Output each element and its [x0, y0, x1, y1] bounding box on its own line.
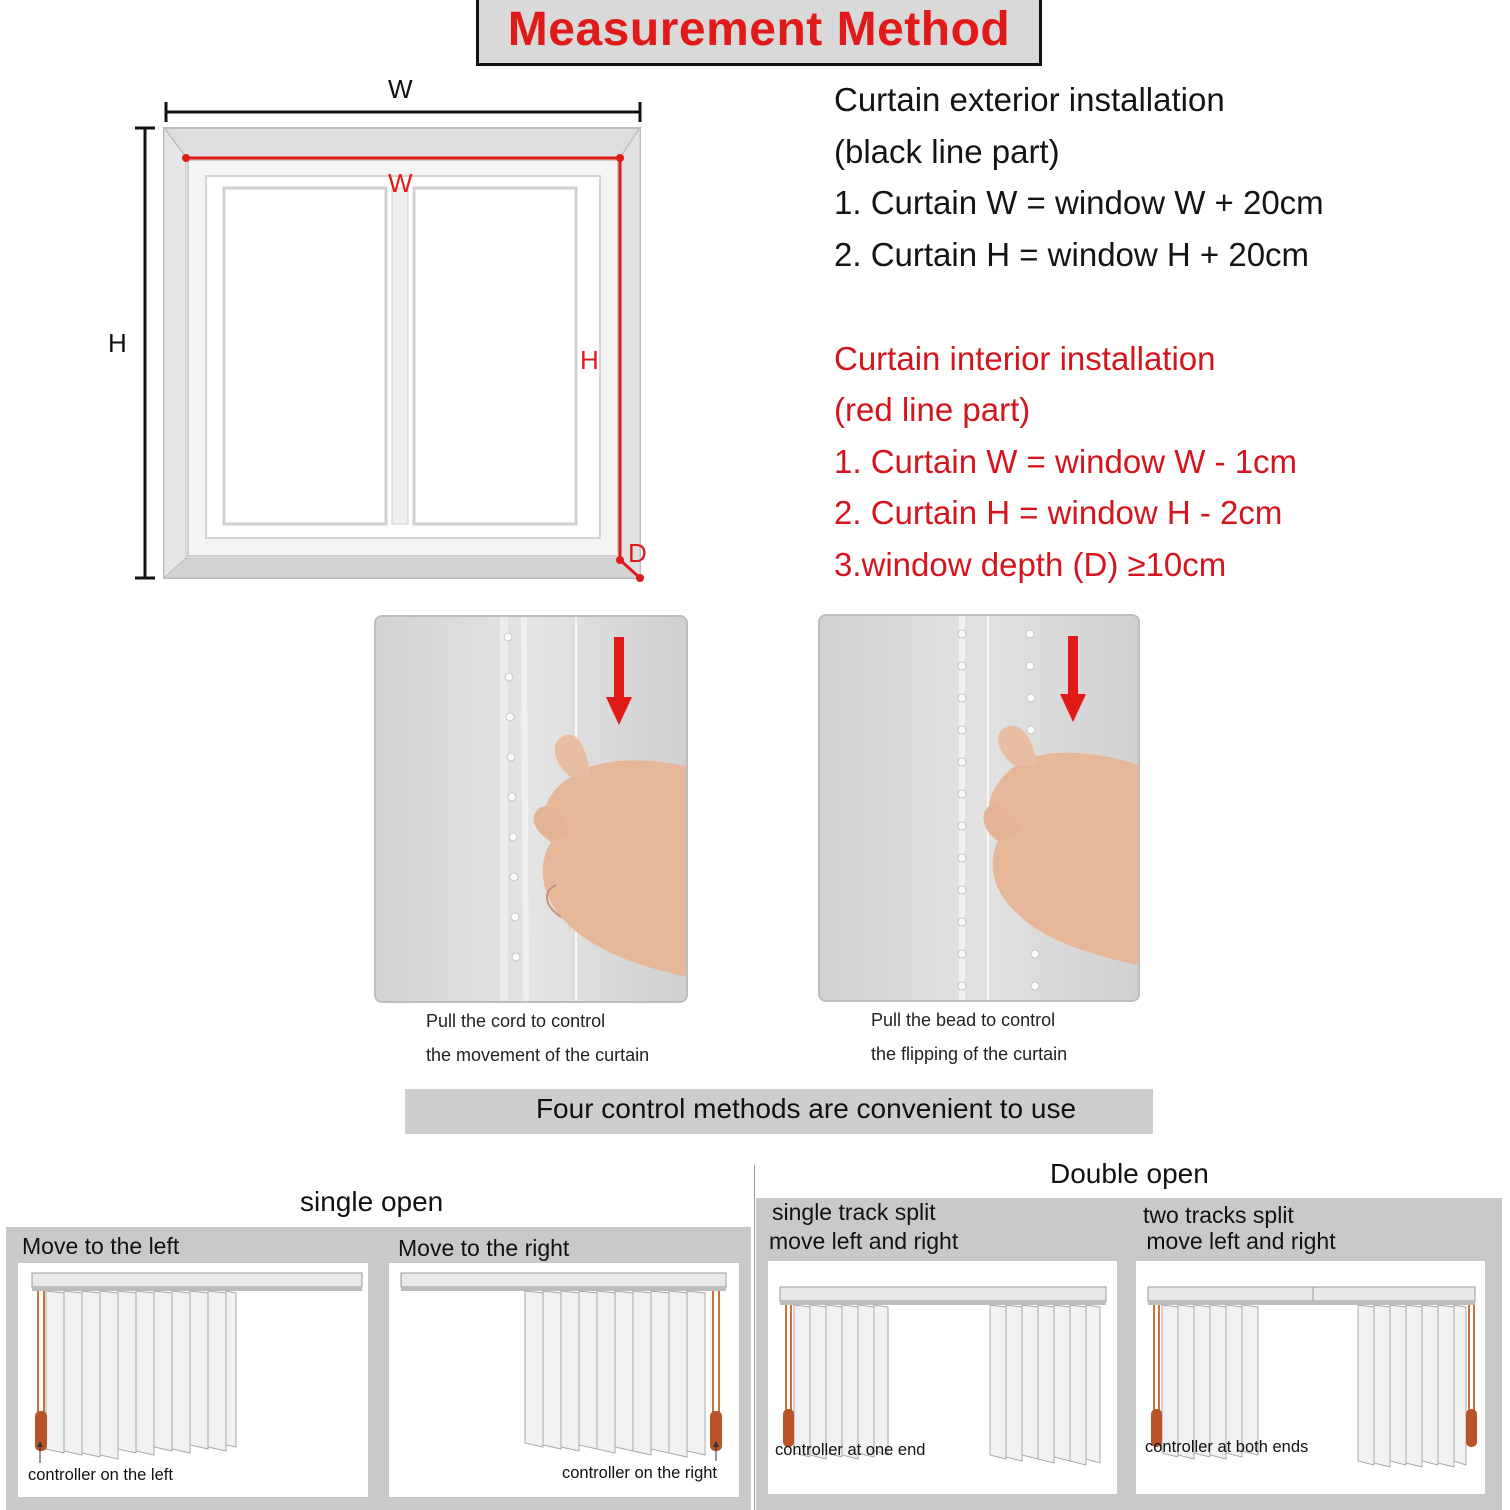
move-left-panel	[18, 1263, 368, 1497]
controller-one-end-note: controller at one end	[775, 1441, 926, 1459]
exterior-subheading: (black line part)	[834, 133, 1060, 170]
single-open-title: single open	[300, 1186, 444, 1217]
cord-photo	[374, 615, 688, 1003]
interior-rule-width: 1. Curtain W = window W - 1cm	[834, 443, 1298, 480]
bead-caption-line1: Pull the bead to control	[871, 1010, 1056, 1030]
cord-caption-line1: Pull the cord to control	[426, 1011, 606, 1031]
move-right-panel	[389, 1263, 739, 1497]
exterior-heading: Curtain exterior installation	[834, 81, 1225, 118]
interior-heading: Curtain interior installation	[834, 340, 1216, 377]
outer-h-label: H	[108, 328, 127, 358]
window-diagram	[100, 70, 680, 600]
controller-both-ends-note: controller at both ends	[1145, 1438, 1309, 1456]
move-left-label: Move to the left	[22, 1233, 180, 1259]
outer-w-label: W	[388, 74, 413, 104]
exterior-rule-width: 1. Curtain W = window W + 20cm	[834, 184, 1324, 221]
single-track-label-1: single track split	[772, 1199, 936, 1225]
two-tracks-label-2: move left and right	[1140, 1228, 1336, 1254]
section-divider	[754, 1165, 755, 1510]
cord-caption-line2: the movement of the curtain	[426, 1045, 650, 1065]
controller-right-note: controller on the right	[562, 1464, 718, 1482]
bead-caption-line2: the flipping of the curtain	[871, 1044, 1068, 1064]
depth-label: D	[628, 538, 647, 568]
inner-h-label: H	[580, 345, 599, 375]
two-tracks-panel	[1136, 1261, 1485, 1494]
bead-photo	[818, 614, 1140, 1002]
exterior-rule-height: 2. Curtain H = window H + 20cm	[834, 236, 1310, 273]
interior-rule-depth: 3.window depth (D) ≥10cm	[834, 546, 1227, 583]
single-track-label-2: move left and right	[769, 1228, 959, 1254]
interior-subheading: (red line part)	[834, 391, 1031, 428]
interior-rule-height: 2. Curtain H = window H - 2cm	[834, 494, 1283, 531]
double-open-title: Double open	[1050, 1158, 1209, 1189]
page-title: Measurement Method	[507, 3, 1011, 56]
two-tracks-label-1: two tracks split	[1143, 1202, 1294, 1228]
inner-w-label: W	[388, 168, 413, 198]
control-methods-text: Four control methods are convenient to use	[535, 1093, 1077, 1124]
controller-left-note: controller on the left	[28, 1466, 173, 1484]
move-right-label: Move to the right	[398, 1235, 570, 1261]
